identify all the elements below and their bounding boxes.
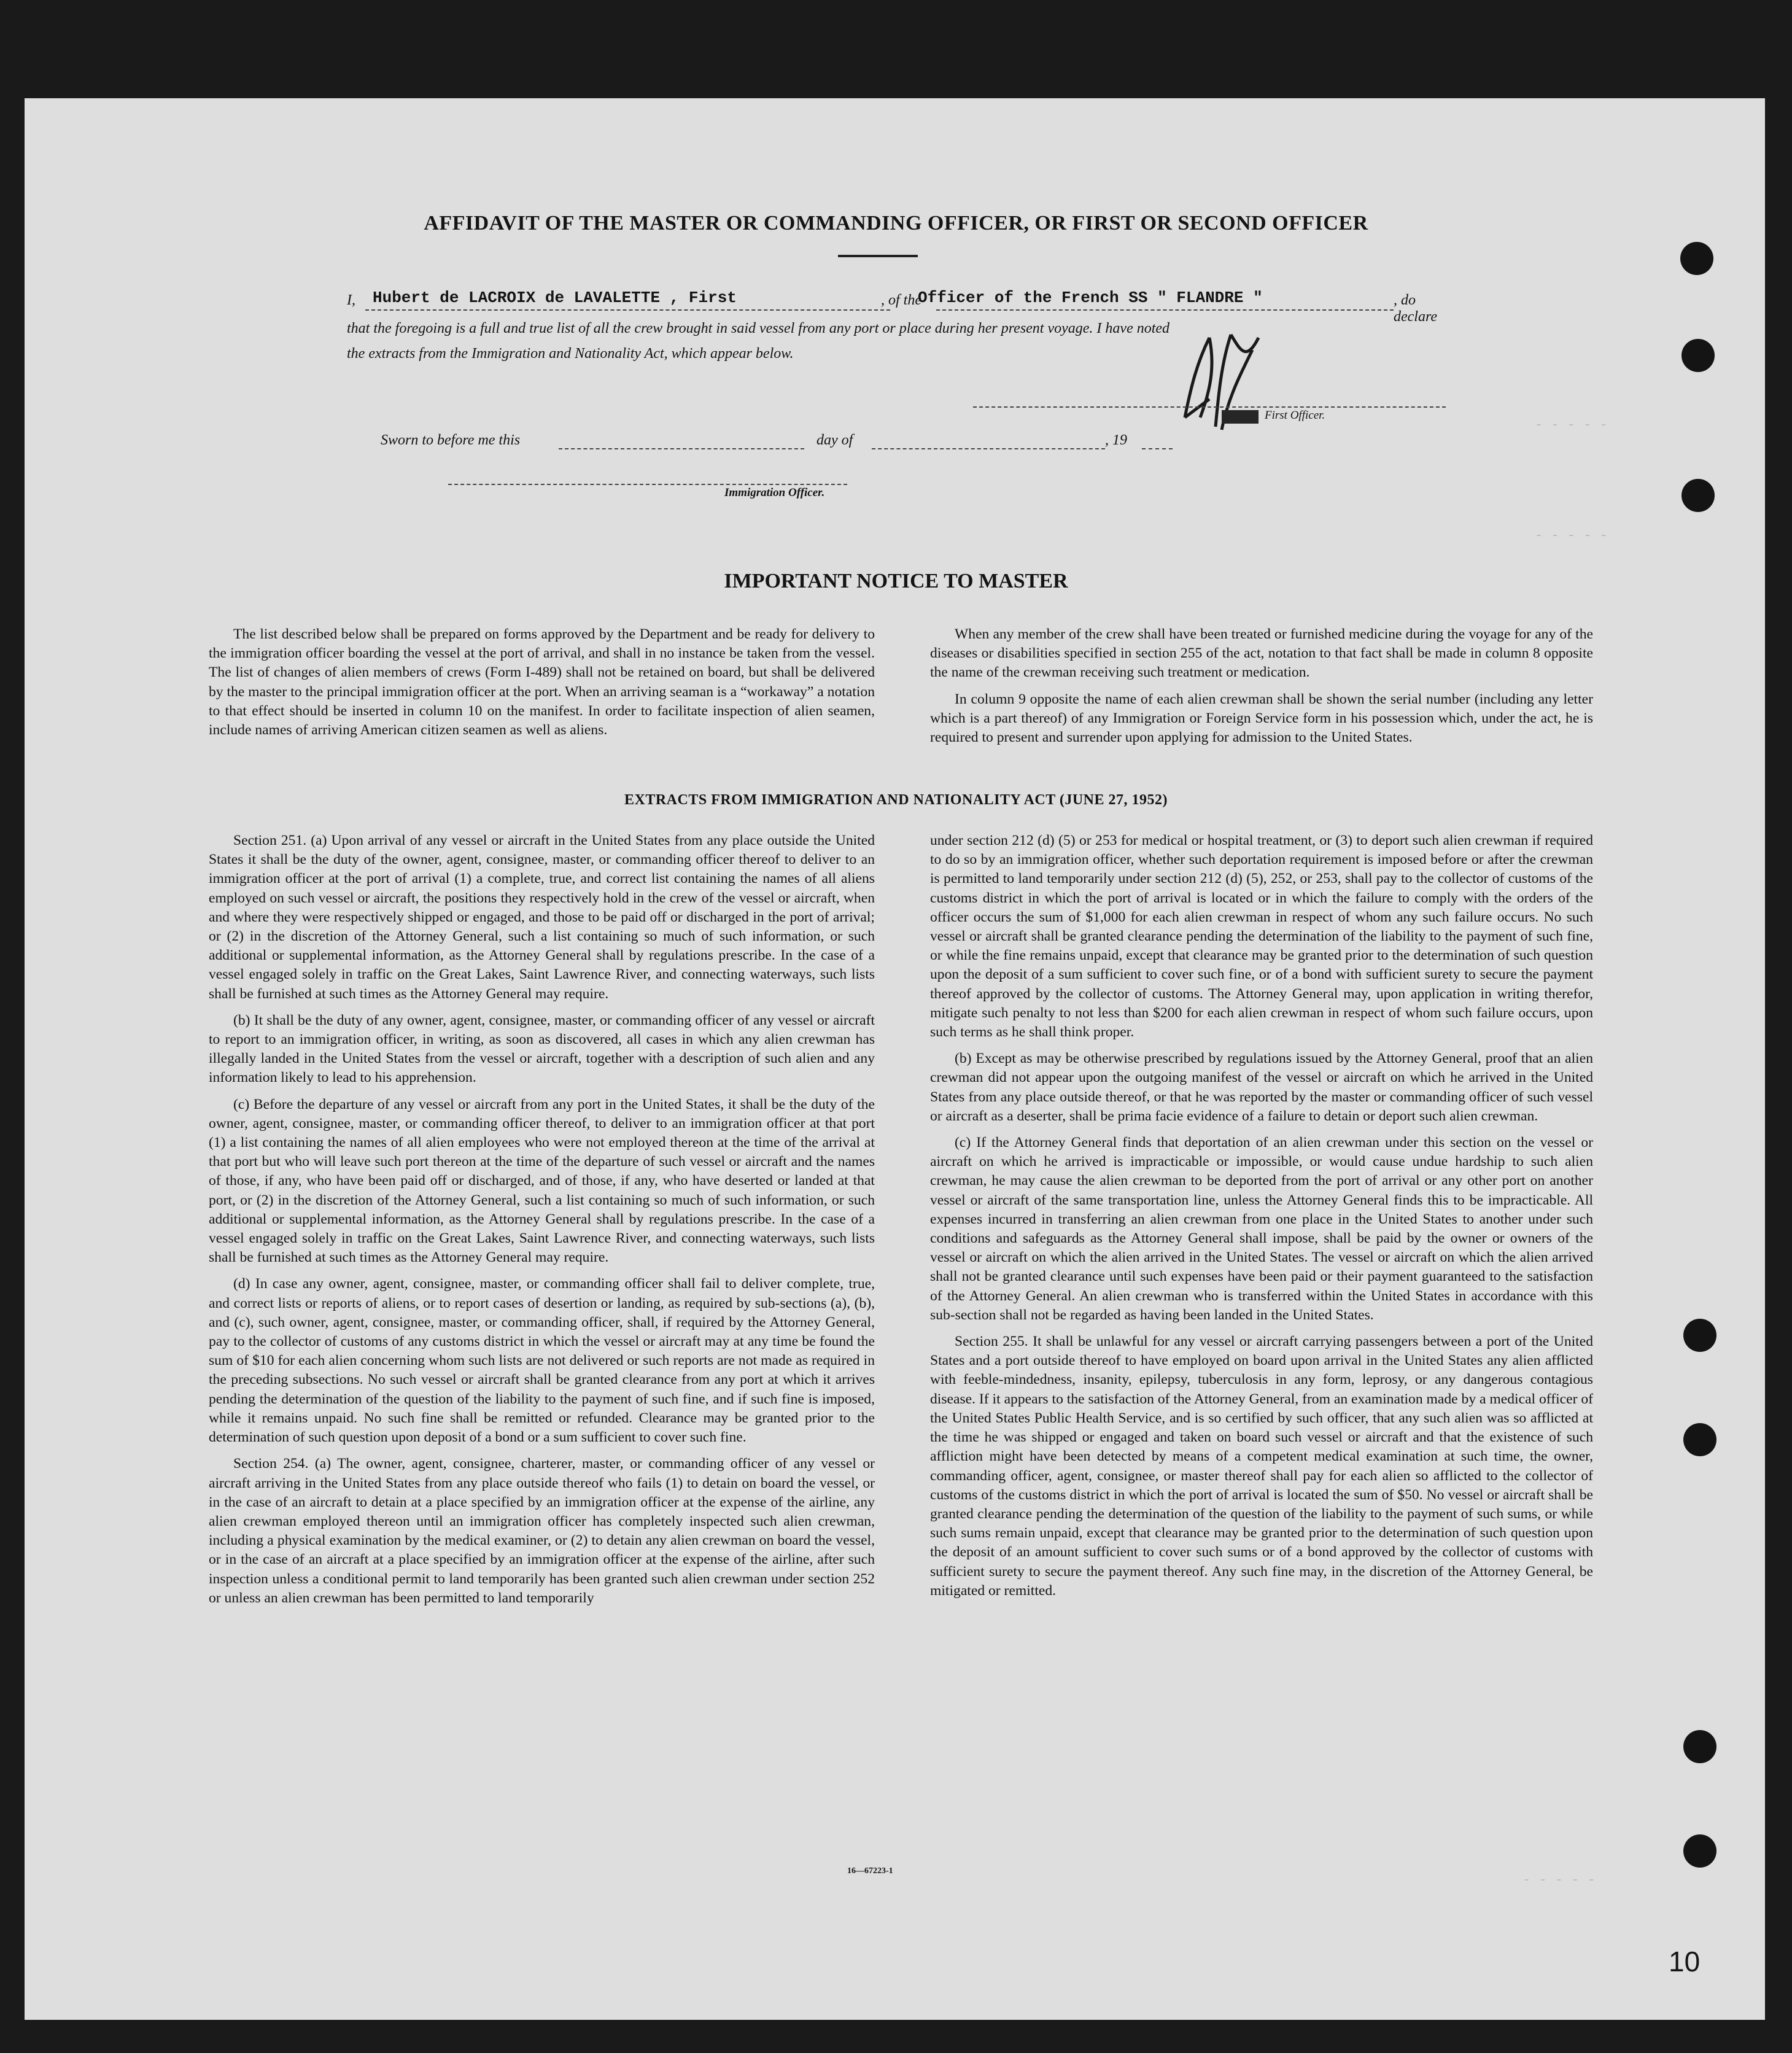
binder-hole: [1680, 242, 1713, 275]
section-254b: (b) Except as may be otherwise prescribed by regulations issued by the Attorney General, proof that an alien crewman did not appear upon the outgoing manifest of the vessel or aircraft on which he arrived in the United States from any place outside thereof, or that he was reported by the master or commanding officer of such vessel or aircraft as a deserter, shall be prima facie evidence of a failure to detain or deport such alien crewman.: [930, 1050, 1593, 1124]
sworn-label: Sworn to before me this: [381, 432, 521, 448]
immigration-officer-caption: Immigration Officer.: [724, 486, 825, 499]
sworn-day-line: [559, 448, 804, 449]
form-number: 16—67223-1: [847, 1866, 893, 1876]
struck-out-word: [1222, 410, 1259, 424]
sworn-month-line: [872, 448, 1105, 449]
show-through-text: - - - - -: [1535, 417, 1608, 433]
immigration-officer-line: [448, 484, 847, 485]
section-251d: (d) In case any owner, agent, consignee, master, or commanding officer shall fail to deliver complete, true, and correct lists or reports of aliens, or to report cases of desertion or landing, as required by sub-sections (a), (b), and (c), such owner, agent, consignee, master, or commanding officer, shall, if required by the Attorney General, pay to the collector of customs of any customs district in which the vessel or aircraft may at any time be found the sum of $10 for each alien concerning whom such lists are not delivered or such reports are not made as required in the preceding subsections. No such vessel or aircraft shall be granted clearance from any port at which it arrives pending the determination of the question of the liability to the payment of such fine, and if such fine is imposed, while it remains unpaid. No such fine shall be remitted or refunded. Clearance may be granted prior to the determination of such question upon deposit of a bond or a sum sufficient to cover such fine.: [209, 1276, 875, 1446]
section-251b: (b) It shall be the duty of any owner, agent, consignee, master, or commanding officer of any vessel or aircraft to report to an immigration officer, in writing, as soon as discovered, all cases in which any alien crewman has illegally landed in the United States from the vessel or aircraft, together with a description of such alien and any information likely to lead to his apprehension.: [209, 1012, 875, 1086]
notice-left-column: [209, 625, 875, 747]
notice-title: IMPORTANT NOTICE TO MASTER: [724, 570, 1068, 592]
declare-label: , do declare: [1394, 292, 1438, 325]
title-divider: [838, 255, 918, 257]
extracts-right-column: [930, 831, 1593, 1608]
year-label: , 19: [1105, 432, 1127, 448]
show-through-text: - - - - -: [1535, 528, 1608, 543]
binder-hole: [1683, 1834, 1716, 1868]
affidavit-title: AFFIDAVIT OF THE MASTER OR COMMANDING OFFICER, OR FIRST OR SECOND OFFICER: [424, 212, 1368, 235]
page-mark: 10: [1669, 1946, 1701, 1977]
of-the-label: , of the: [881, 292, 921, 308]
sworn-year-line: [1142, 448, 1173, 449]
extracts-title: EXTRACTS FROM IMMIGRATION AND NATIONALITY ACT (JUNE 27, 1952): [624, 792, 1168, 808]
notice-right-column: [930, 625, 1593, 755]
officer-signature-line: [973, 406, 1446, 408]
notice-paragraph: In column 9 opposite the name of each alien crewman shall be shown the serial number (including any letter which is a part thereof) of any Immigration or Foreign Service form in his possession which, under the act, he is required to present and surrender upon applying for admission to the United States.: [930, 691, 1593, 746]
section-254a-continued: under section 212 (d) (5) or 253 for medical or hospital treatment, or (3) to deport such alien crewman if required to do so by an immigration officer, whether such deportation requirement is imposed before or after the crewman is permitted to land temporarily under section 212 (d) (5), 252, or 253, shall pay to the collector of customs of the customs district in which the port of arrival is located or in which the failure to comply with the orders of the officer occurs the sum of $1,000 for each alien crewman in respect of whom any such failure occurs. No such vessel or aircraft shall be granted clearance pending the determination of the liability to the payment of such fine, or while the fine remains unpaid, except that clearance may be granted prior to the determination of such question upon the deposit of a sum sufficient to cover such fine, or of a bond with sufficient surety to secure the payment thereof approved by the collector of customs. The Attorney General may, upon application in writing therefor, mitigate such penalty to not less than $200 for each alien crewman in respect of whom such failure occurs, upon such terms as he shall think proper.: [930, 832, 1593, 1041]
show-through-text: - - - - -: [1522, 1873, 1596, 1888]
officer-caption: First Officer.: [1265, 409, 1325, 422]
day-of-label: day of: [816, 432, 853, 448]
binder-hole: [1681, 339, 1715, 372]
section-254a: Section 254. (a) The owner, agent, consignee, charterer, master, or commanding officer of any vessel or aircraft arriving in the United States from any place outside thereof who fails (1) to detain on board the vessel, or in the case of an aircraft to detain at a place specified by an immigration officer at the expense of the airline, any alien crewman employed thereon until an immigration officer has completely inspected such alien crewman, including a physical examination by the medical examiner, or (2) to detain any alien crewman on board the vessel, or in the case of an aircraft at a place specified by an immigration officer at the expense of the airline, after such inspection unless a conditional permit to land temporarily has been granted such alien crewman under section 252 or unless an alien crewman has been permitted to land temporarily: [209, 1456, 875, 1606]
notice-paragraph: When any member of the crew shall have been treated or furnished medicine during the voyage for any of the diseases or disabilities specified in section 255 of the act, notation to that fact shall be made in column 8 opposite the name of the crewman receiving such treatment or medication.: [930, 626, 1593, 681]
declaration-text-1: that the foregoing is a full and true list of all the crew brought in said vessel from any port or place during her present voyage. I have noted: [347, 320, 1170, 336]
declarant-name: Hubert de LACROIX de LAVALETTE , First: [373, 289, 737, 307]
binder-hole: [1681, 479, 1715, 512]
extracts-left-column: [209, 831, 875, 1615]
declaration-text-2: the extracts from the Immigration and Nationality Act, which appear below.: [347, 346, 794, 362]
notice-paragraph: The list described below shall be prepared on forms approved by the Department and be ready for delivery to the immigration officer boarding the vessel at the port of arrival, and shall in no instance be taken from the vessel. The list of changes of alien members of crews (Form I-489) shall not be retained on board, but shall be delivered by the master to the principal immigration officer at the port. When an arriving seaman is a “workaway” a notation to that effect should be inserted in column 10 on the manifest. In order to facilitate inspection of alien seamen, include names of arriving American citizen seamen as well as aliens.: [209, 626, 875, 739]
binder-hole: [1683, 1423, 1716, 1456]
vessel-field-line: [936, 309, 1394, 311]
section-251a: Section 251. (a) Upon arrival of any vessel or aircraft in the United States from any place outside the United States it shall be the duty of the owner, agent, consignee, master, or commanding officer thereof to deliver to an immigration officer at the port of arrival (1) a complete, true, and correct list containing the names of all aliens employed on such vessel or aircraft, the positions they respectively hold in the crew of the vessel or aircraft, when and where they were respectively shipped or engaged, and those to be paid off or discharged in the port of arrival; or (2) in the discretion of the Attorney General, such a list containing so much of such information, or such additional or supplemental information, as the Attorney General shall by regulations prescribe. In the case of a vessel engaged solely in traffic on the Great Lakes, Saint Lawrence River, and connecting waterways, such lists shall be furnished at such times as the Attorney General may require.: [209, 832, 875, 1002]
i-label: I,: [347, 292, 355, 308]
declarant-line: [347, 289, 1452, 325]
section-254c: (c) If the Attorney General finds that deportation of an alien crewman under this section on the vessel or aircraft on which he arrived is impracticable or impossible, or would cause undue hardship to such alien crewman, he may cause the alien crewman to be deported from the port of arrival or any other port on another vessel or aircraft of the same transportation line, unless the Attorney General finds this to be impracticable. All expenses incurred in transferring an alien crewman from one place in the United States to another under such conditions and safeguards as the Attorney General shall impose, shall be paid by the owner or owners of the vessel or aircraft on which the alien arrived in the United States. The vessel or aircraft on which the alien arrived shall not be granted clearance until such expenses have been paid or their payment guaranteed to the satisfaction of the Attorney General. An alien crewman who is transferred within the United States in accordance with this sub-section shall not be regarded as having been landed in the United States.: [930, 1135, 1593, 1323]
sworn-line: [381, 430, 1179, 454]
vessel-name: Officer of the French SS " FLANDRE ": [918, 289, 1263, 307]
section-251c: (c) Before the departure of any vessel or aircraft from any port in the United States, it shall be the duty of the owner, agent, consignee, master, or commanding officer thereof, to deliver to an immigration officer at that port (1) a list containing the names of all alien employees who were not employed thereon at the time of the arrival at that port but who will leave such port thereon at the time of the departure of such vessel or aircraft and the names of those, if any, who have been paid off or discharged, and of those, if any, who have deserted or landed at that port, or (2) in the discretion of the Attorney General, such a list containing so much of such information, or such additional or supplemental information, as the Attorney General shall by regulations prescribe. In the case of a vessel engaged solely in traffic on the Great Lakes, Saint Lawrence River, and connecting waterways, such lists shall be furnished at such times as the Attorney General may require.: [209, 1096, 875, 1266]
binder-hole: [1683, 1319, 1716, 1352]
name-field-line: [365, 309, 890, 311]
section-255: Section 255. It shall be unlawful for any vessel or aircraft carrying passengers between a port of the United States and a port outside thereof to have employed on board upon arrival in the United States any alien afflicted with feeble-mindedness, insanity, epilepsy, tuberculosis in any form, leprosy, or any dangerous contagious disease. If it appears to the satisfaction of the Attorney General, from an examination made by a medical officer of the United States Public Health Service, and is so certified by such officer, that any such alien was so afflicted at the time he was shipped or engaged and taken on board such vessel or aircraft and that the existence of such affliction might have been detected by means of a competent medical examination at such time, the owner, commanding officer, agent, consignee, or master thereof shall pay for each alien so afflicted to the collector of customs of the customs district in which the port of arrival is located the sum of $50. No vessel or aircraft shall be granted clearance pending the determination of the question of the liability to the payment of such sums, or while such sums remain unpaid, except that clearance may be granted prior to the determination of such question upon the deposit of an amount sufficient to cover such sums or of a bond approved by the collector of customs with sufficient surety to secure the payment thereof. Any such fine may, in the discretion of the Attorney General, be mitigated or remitted.: [930, 1333, 1593, 1599]
binder-hole: [1683, 1730, 1716, 1763]
